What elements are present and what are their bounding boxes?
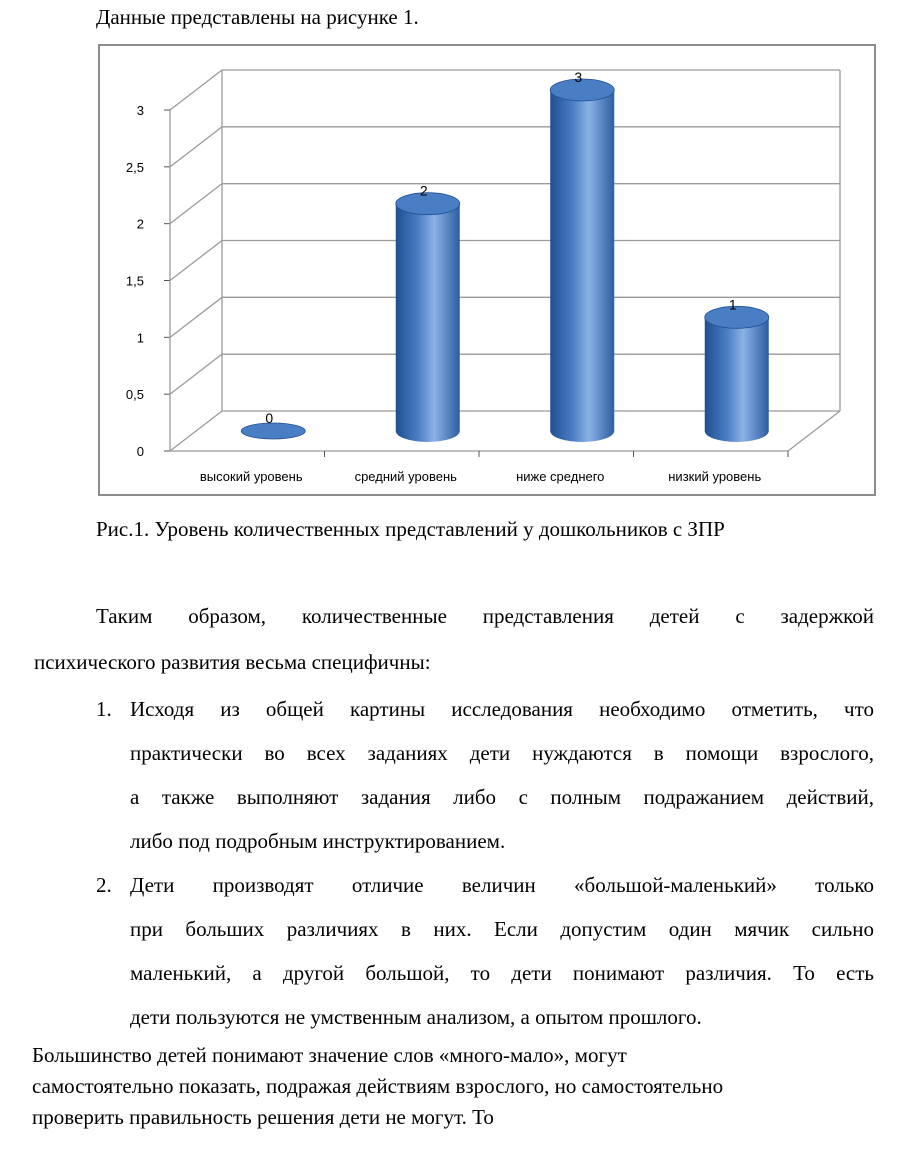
bar-cylinder-top	[396, 193, 460, 215]
y-tick-label: 1,5	[125, 273, 144, 289]
gridline	[170, 70, 840, 110]
data-label: 2	[419, 182, 428, 199]
y-tick-label: 2	[136, 216, 144, 232]
bar-chart	[100, 46, 874, 494]
list-line: а также выполняют задания либо с полным подражанием действий,	[130, 785, 874, 809]
bar-cylinder-top	[550, 79, 614, 101]
figure-caption: Рис.1. Уровень количественных представлений у дошкольников с ЗПР	[96, 517, 725, 541]
list-line: Дети производят отличие величин «большой-маленький» только	[130, 873, 874, 897]
y-tick-label: 0,5	[125, 387, 144, 403]
y-tick-label: 1	[136, 330, 144, 346]
list-line: маленький, а другой большой, то дети понимают различия. То есть	[130, 961, 874, 985]
bar-cylinder-body	[396, 204, 460, 442]
list-line: дети пользуются не умственным анализом, а опытом прошлого.	[130, 1005, 702, 1029]
x-category-label: низкий уровень	[668, 469, 762, 484]
x-category-label: ниже среднего	[516, 469, 605, 484]
list-item	[96, 863, 874, 1039]
bar-cylinder-top	[241, 423, 305, 439]
y-tick-label: 2,5	[125, 159, 144, 175]
numbered-list	[96, 687, 874, 1039]
gridline	[170, 241, 840, 281]
list-line: при больших различиях в них. Если допустим один мячик сильно	[130, 917, 874, 941]
y-tick-label: 0	[136, 444, 144, 459]
intro-text: Данные представлены на рисунке 1.	[96, 5, 419, 29]
paragraph-line: проверить правильность решения дети не могут. То	[32, 1105, 494, 1129]
x-category-label: высокий уровень	[199, 469, 303, 484]
gridline	[170, 127, 840, 167]
data-label: 3	[574, 69, 583, 85]
list-number: 2.	[96, 873, 112, 897]
data-label: 0	[265, 410, 274, 426]
data-label: 1	[728, 296, 737, 313]
list-line: либо под подробным инструктированием.	[130, 829, 506, 853]
list-number: 1.	[96, 697, 112, 721]
bar-cylinder-top	[705, 306, 769, 328]
bar-cylinder-body	[550, 90, 614, 442]
paragraph-line: самостоятельно показать, подражая действиям взрослого, но самостоятельно	[32, 1074, 724, 1098]
list-item	[96, 687, 874, 863]
closing-paragraph	[32, 1040, 872, 1133]
list-line: практически во всех заданиях дети нуждаются в помощи взрослого,	[130, 741, 874, 765]
figure-chart	[98, 44, 876, 496]
paragraph-line: Таким образом, количественные представления детей с задержкой	[96, 604, 874, 628]
bar-cylinder-body	[705, 317, 769, 442]
paragraph-line: Большинство детей понимают значение слов «много-мало», могут	[32, 1043, 627, 1067]
paragraph-line: психического развития весьма специфичны:	[34, 650, 431, 674]
y-tick-label: 3	[136, 103, 144, 118]
x-category-label: средний уровень	[354, 469, 457, 484]
gridline	[170, 184, 840, 224]
list-line: Исходя из общей картины исследования необходимо отметить, что	[130, 697, 874, 721]
